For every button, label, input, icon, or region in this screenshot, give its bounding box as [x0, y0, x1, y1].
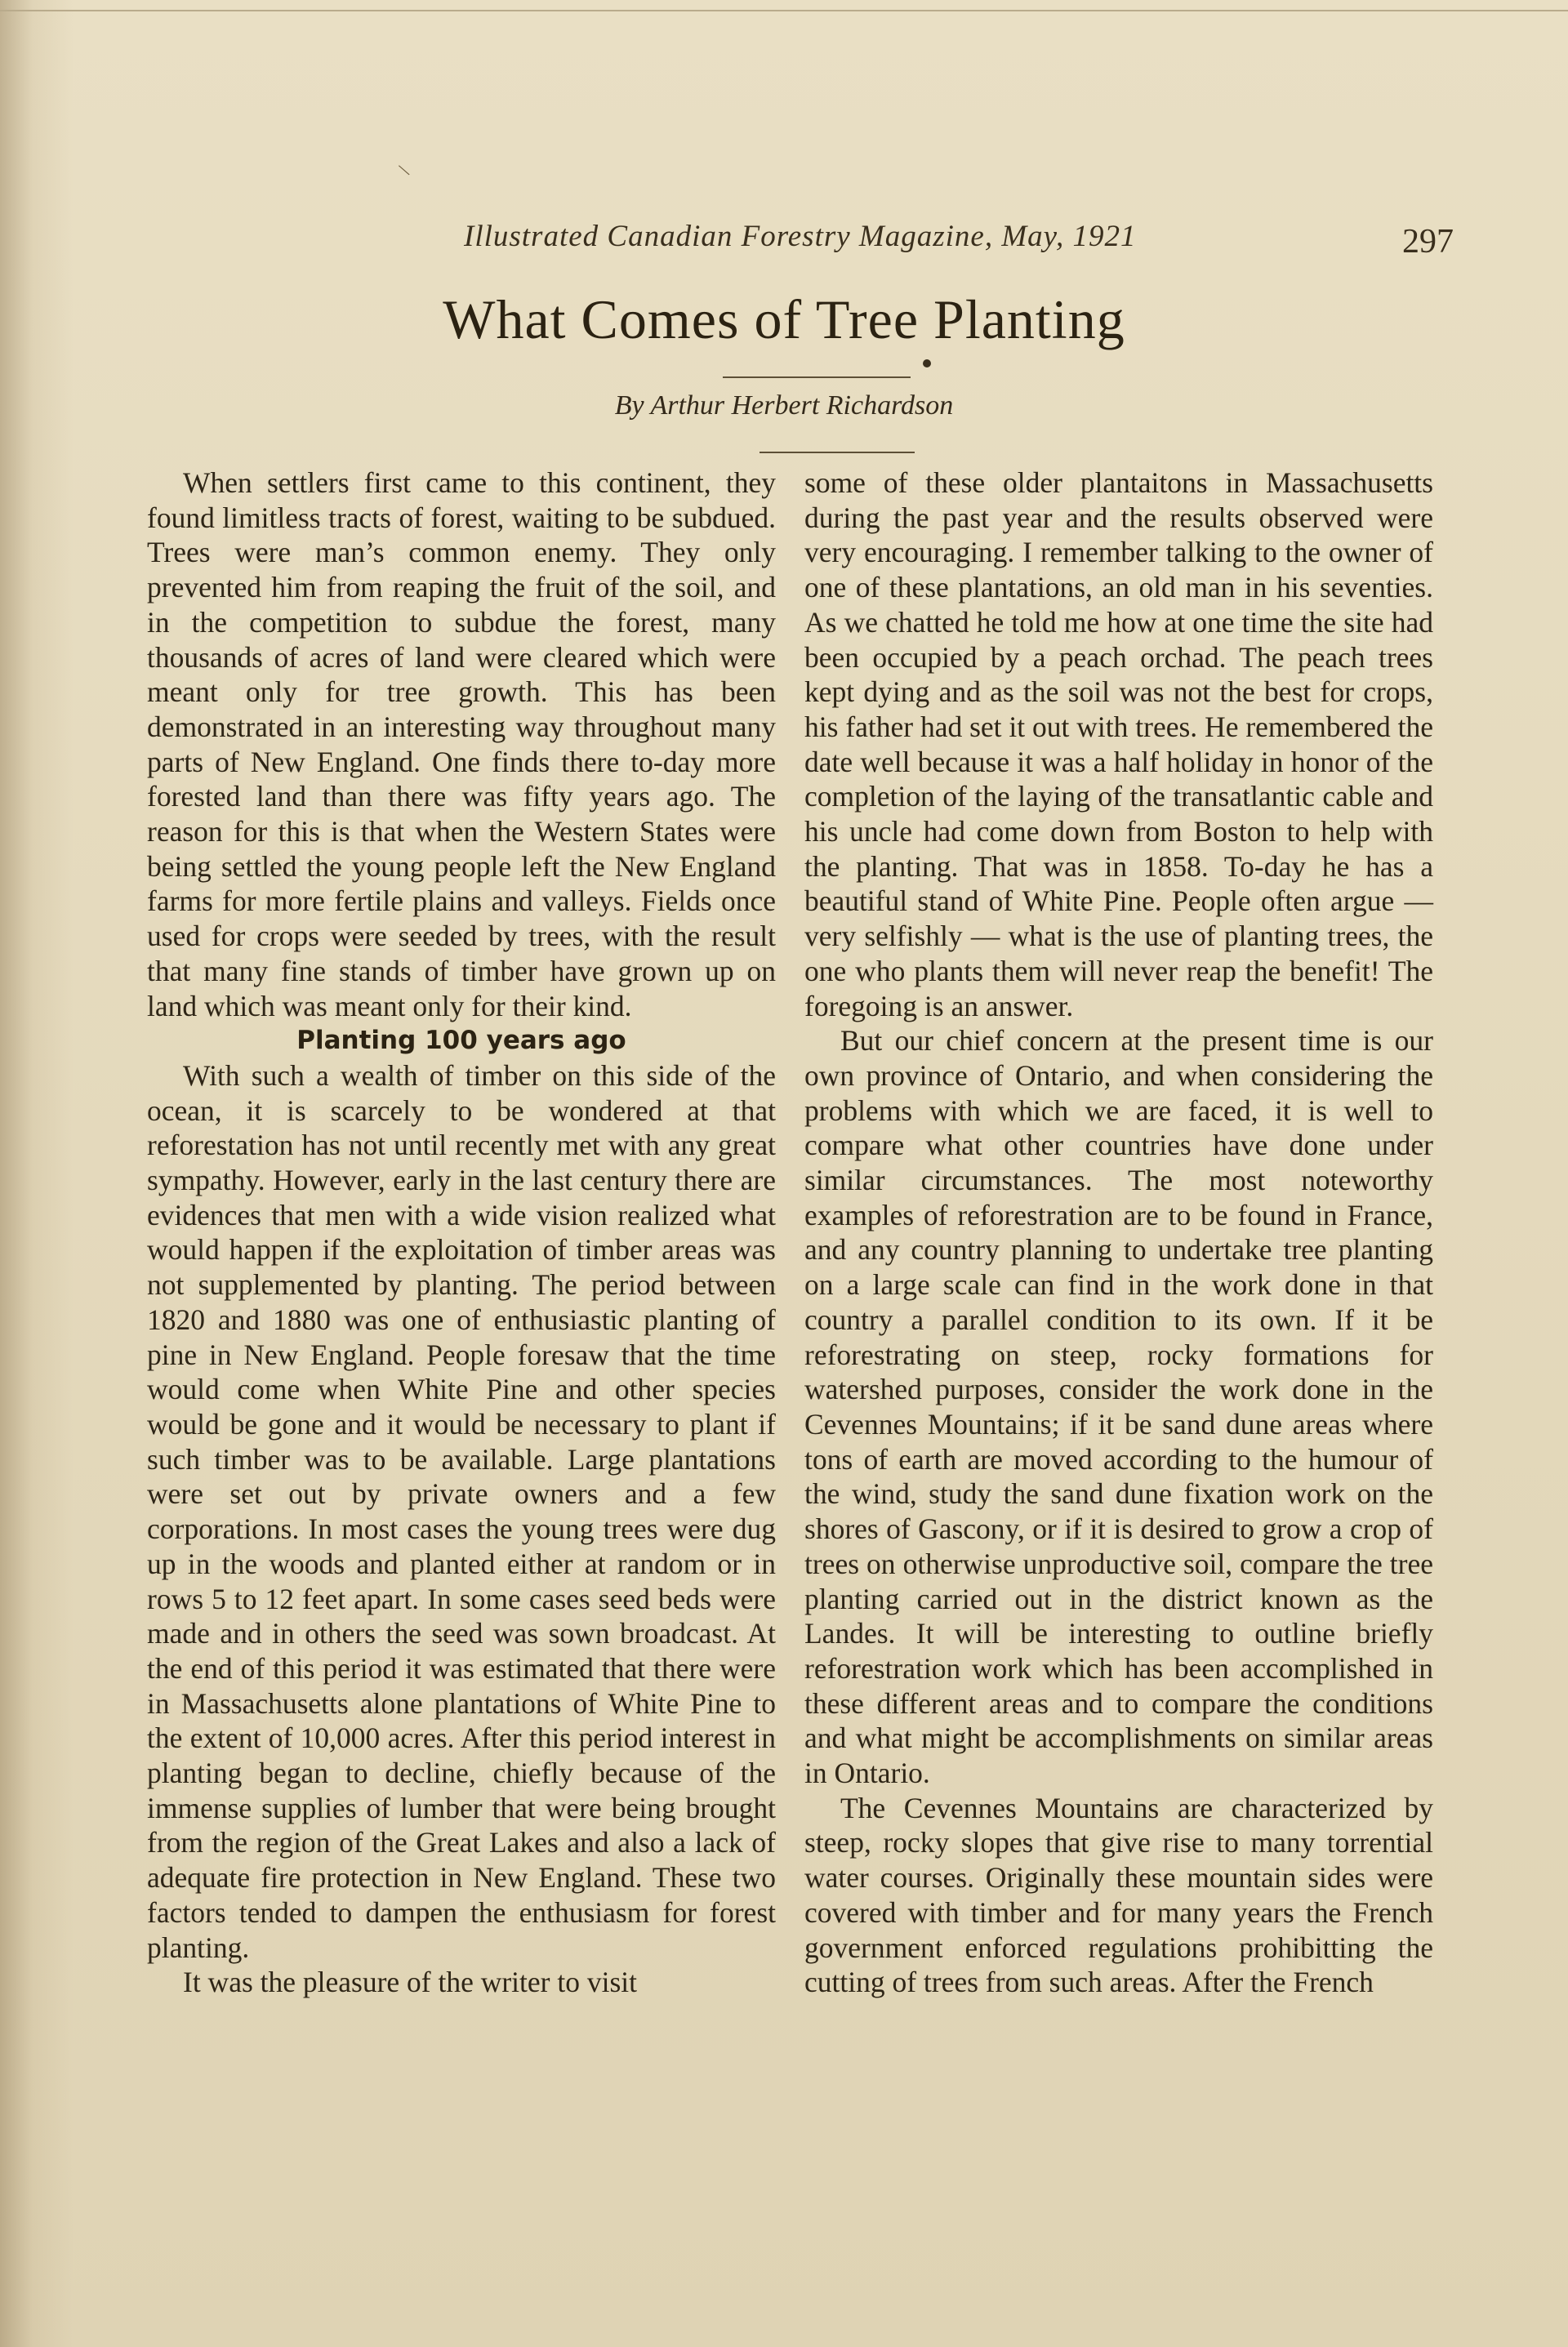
running-header [464, 219, 1454, 271]
article-title: What Comes of Tree Planting [443, 288, 1125, 350]
stray-mark: \ [396, 160, 412, 181]
right-column [804, 465, 1433, 2000]
title-divider [723, 376, 911, 378]
paragraph: When settlers first came to this continent, they found limitless tracts of forest, waiting to be subdued. Trees were man’s common enemy. They only prevented him from reaping the fruit of the soil, and in the competition to subdue the forest, many thousands of acres of land were cleared which were meant only for tree growth. This has been demonstrated in an interesting way throughout many parts of New England. One finds there to-day more forested land than there was fifty years ago. The reason for this is that when the Western States were being settled the young people left the New England farms for more fertile plains and valleys. Fields once used for crops were seeded by trees, with the result that many fine stands of timber have grown up on land which was meant only for their kind. [147, 466, 776, 1022]
divider-ornament [923, 359, 931, 367]
page-number: 297 [1402, 223, 1454, 261]
article-byline: By Arthur Herbert Richardson [614, 390, 954, 421]
paragraph: But our chief concern at the present time is our own province of Ontario, and when considering the problems with which we are faced, it is well to compare what other countries have done under similar circumstances. The most noteworthy examples of reforestration are to be found in France, and any country planning to undertake tree planting on a large scale can find in the work done in that country a parallel condition to its own. If it be reforestrating on steep, rocky formations for watershed purposes, consider the work done in the Cevennes Mountains; if it be sand dune areas where tons of earth are moved according to the humour of the wind, study the sand dune fixation work on the shores of Gascony, or if it is desired to grow a crop of trees on otherwise unproductive soil, compare the tree planting carried out in the district known as the Landes. It will be interesting to outline briefly reforestration work which has been accomplished in these different areas and to compare the conditions and what might be accomplishments on similar areas in Ontario. [804, 1024, 1433, 1790]
paragraph: With such a wealth of timber on this side of the ocean, it is scarcely to be wondered at that reforestation has not until recently met with any great sympathy. However, early in the last century there are evidences that men with a wide vision realized what would happen if the exploitation of timber areas was not supplemented by planting. The period between 1820 and 1880 was one of enthusiastic planting of pine in New England. People foresaw that the time would come when White Pine and other species would be gone and it would be necessary to plant if such timber was to be available. Large plantations were set out by private owners and a few corporations. In most cases the young trees were dug up in the woods and planted either at random or in rows 5 to 12 feet apart. In some cases seed beds were made and in others the seed was sown broadcast. At the end of this period it was estimated that there were in Massachusetts alone plantations of White Pine to the extent of 10,000 acres. After this period interest in planting began to decline, chiefly because of the immense supplies of lumber that were being brought from the region of the Great Lakes and also a lack of adequate fire protection in New England. These two factors tended to dampen the enthusiasm for forest planting. [147, 1058, 776, 1964]
paragraph: The Cevennes Mountains are characterized by steep, rocky slopes that give rise to many torrential water courses. Originally these mountain sides were covered with timber and for many years the French government enforced regulations prohibitting the cutting of trees from such areas. After the French [804, 1791, 1433, 1999]
page-edge-line [0, 10, 1568, 11]
magazine-title: Illustrated Canadian Forestry Magazine, May, 1921 [464, 220, 1137, 253]
paragraph: some of these older plantaitons in Massachusetts during the past year and the results observed were very encouraging. I remember talking to the owner of one of these plantations, an old man in his seventies. As we chatted he told me how at one time the site had been occupied by a peach orchad. The peach trees kept dying and as the soil was not the best for crops, his father had set it out with trees. He remembered the date well because it was a half holiday in honor of the completion of the laying of the transatlantic cable and his uncle had come down from Boston to help with the planting. That was in 1858. To-day he has a beautiful stand of White Pine. People often argue — very selfishly — what is the use of planting trees, the one who plants them will never reap the benefit! The foregoing is an answer. [804, 466, 1433, 1022]
section-subheading: Planting 100 years ago [296, 1026, 626, 1056]
left-column [147, 465, 776, 2000]
byline-divider [760, 452, 915, 453]
paragraph: It was the pleasure of the writer to visit [183, 1966, 638, 1999]
